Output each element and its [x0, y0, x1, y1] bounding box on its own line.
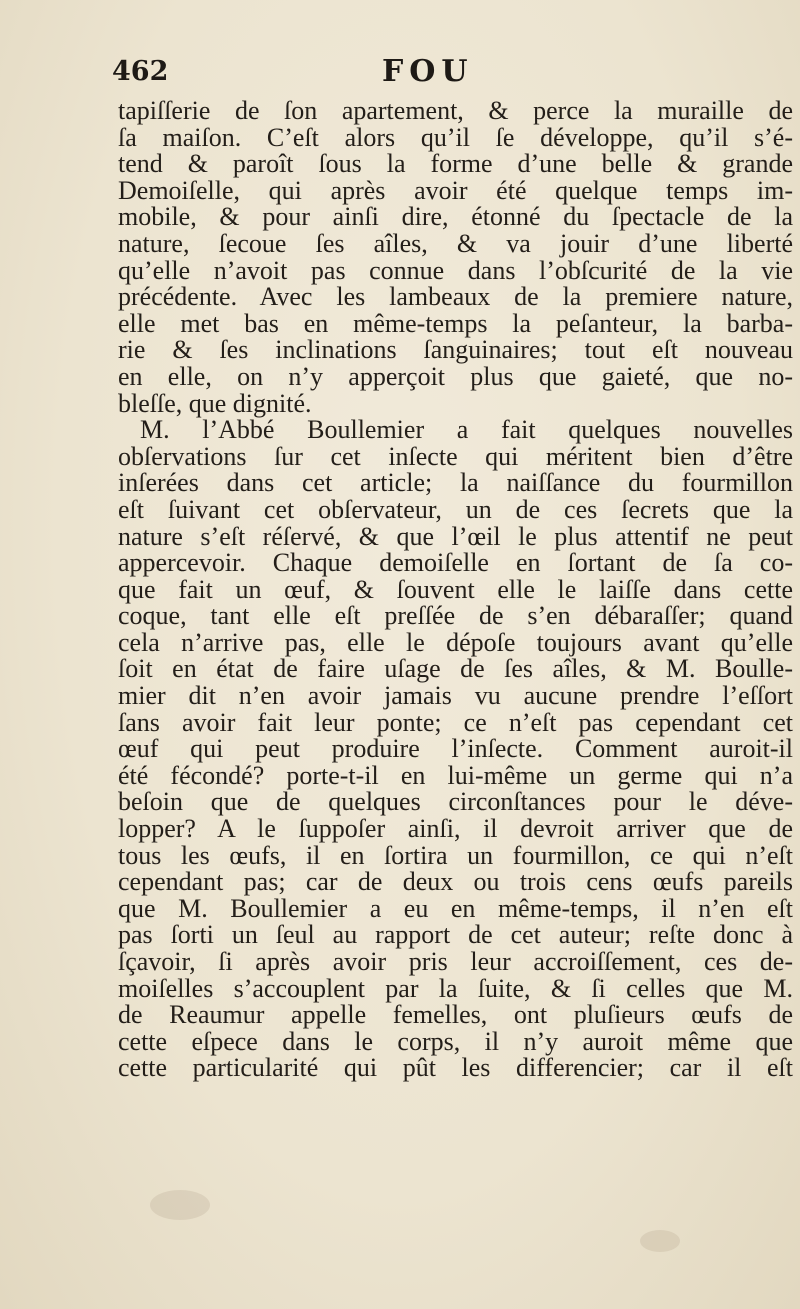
text-line: ſa maiſon. C’eſt alors qu’il ſe développe, qu’il s’é-	[118, 122, 793, 152]
text-line: cette particularité qui pût les differencier; car il eſt	[118, 1053, 793, 1083]
page-header	[112, 56, 772, 96]
text-line: rie & ſes inclinations ſanguinaires; tout eſt nouveau	[118, 335, 793, 365]
text-line: appercevoir. Chaque demoiſelle en ſortant de ſa co-	[118, 548, 793, 578]
text-line: mier dit n’en avoir jamais vu aucune prendre l’eſſort	[118, 681, 793, 711]
text-line: obſervations ſur cet inſecte qui méritent bien d’être	[118, 441, 793, 471]
text-line: nature s’eſt réſervé, & que l’œil le plus attentif ne peut	[118, 521, 793, 551]
text-line: pas ſorti un ſeul au rapport de cet auteur; reſte donc à	[118, 920, 793, 950]
text-line: de Reaumur appelle femelles, ont pluſieurs œufs de	[118, 1000, 793, 1030]
text-line: moiſelles s’accouplent par la ſuite, & ſi celles que M.	[118, 973, 793, 1003]
text-line: ſans avoir fait leur ponte; ce n’eſt pas cependant cet	[118, 707, 793, 737]
text-line: inſerées dans cet article; la naiſſance du fourmillon	[118, 468, 793, 498]
text-line: mobile, & pour ainſi dire, étonné du ſpectacle de la	[118, 202, 793, 232]
text-line: que fait un œuf, & ſouvent elle le laiſſe dans cette	[118, 574, 793, 604]
text-line: en elle, on n’y apperçoit plus que gaieté, que no-	[118, 361, 793, 391]
text-line: beſoin que de quelques circonſtances pour le déve-	[118, 787, 793, 817]
text-line: ſçavoir, ſi après avoir pris leur accroiſſement, ces de-	[118, 947, 793, 976]
paper-stain	[150, 1190, 210, 1220]
text-line: précédente. Avec les lambeaux de la premiere nature,	[118, 282, 793, 312]
text-line: cette eſpece dans le corps, il n’y auroit même que	[118, 1026, 793, 1056]
text-line: cependant pas; car de deux ou trois cens œufs pareils	[118, 867, 793, 897]
text-line: tapiſſerie de ſon apartement, & perce la muraille de	[118, 96, 793, 125]
text-line: lopper? A le ſuppoſer ainſi, il devroit arriver que de	[118, 814, 793, 844]
text-line: elle met bas en même-temps la peſanteur, la barba-	[118, 308, 793, 338]
body-text	[118, 98, 793, 1082]
text-line: nature, ſecoue ſes aîles, & va jouir d’une liberté	[118, 228, 793, 258]
text-line: M. l’Abbé Boullemier a fait quelques nouvelles	[140, 415, 793, 445]
text-line: Demoiſelle, qui après avoir été quelque temps im-	[118, 175, 793, 205]
text-line: été fécondé? porte-t-il en lui-même un germe qui n’a	[118, 760, 793, 790]
text-line: coque, tant elle eſt preſſée de s’en débaraſſer; quand	[118, 601, 793, 631]
text-line: tous les œufs, il en ſortira un fourmillon, ce qui n’eſt	[118, 840, 793, 870]
running-head: FOU	[382, 54, 474, 89]
text-line: tend & paroît ſous la forme d’une belle & grande	[118, 149, 793, 179]
text-line: cela n’arrive pas, elle le dépoſe toujours avant qu’elle	[118, 627, 793, 657]
paper-stain	[640, 1230, 680, 1252]
page-number: 462	[112, 56, 169, 87]
text-line: eſt ſuivant cet obſervateur, un de ces ſecrets que la	[118, 494, 793, 524]
text-line: ſoit en état de faire uſage de ſes aîles, & M. Boulle-	[118, 654, 793, 684]
text-line: bleſſe, que dignité.	[118, 388, 312, 418]
text-line: qu’elle n’avoit pas connue dans l’obſcurité de la vie	[118, 255, 793, 285]
text-line: que M. Boullemier a eu en même-temps, il n’en eſt	[118, 893, 793, 923]
text-line: œuf qui peut produire l’inſecte. Comment auroit-il	[118, 734, 793, 764]
